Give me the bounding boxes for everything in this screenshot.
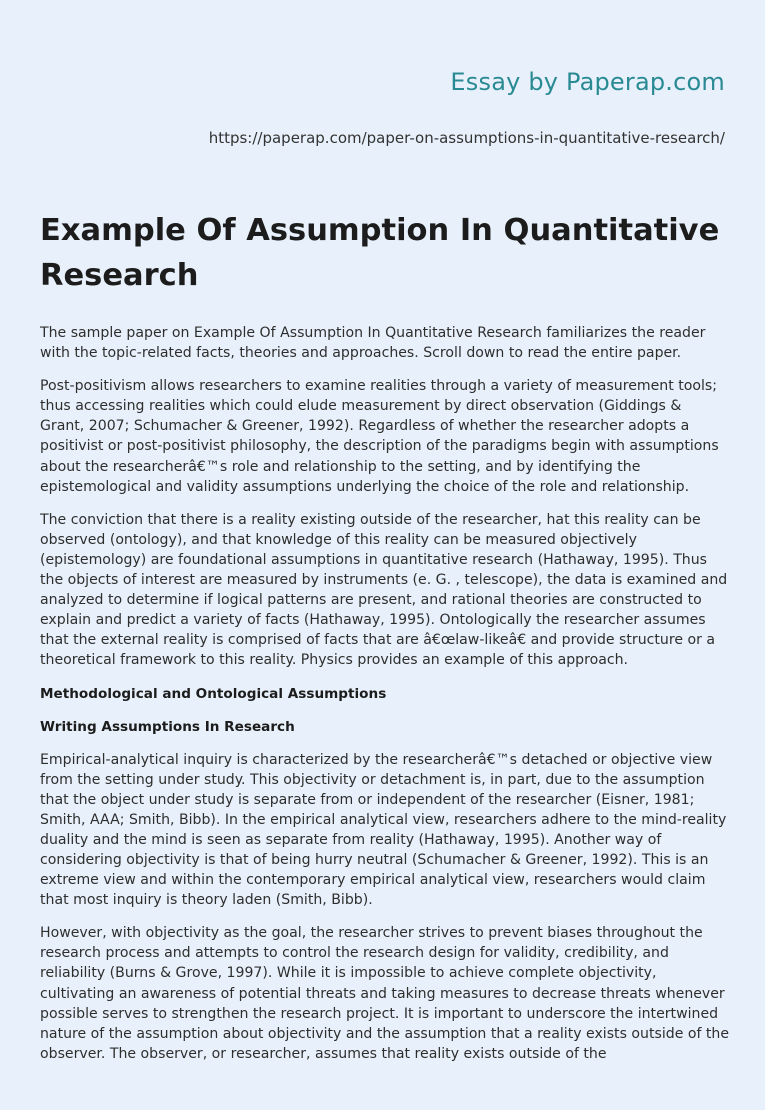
site-brand[interactable]: Essay by Paperap.com: [450, 68, 725, 96]
section-heading: Methodological and Ontological Assumptions: [40, 685, 387, 702]
essay-body: [40, 323, 730, 1077]
body-paragraph: The conviction that there is a reality existing outside of the researcher, hat this reality can be observed (ontology), and that knowledge of this reality can be measured objectively (epistemology) are foundational assumptions in quantitative research (Hathaway, 1995). Thus the objects of interest are measured by instruments (e. G. , telescope), the data is examined and analyzed to determine if logical patterns are present, and rational theories are constructed to explain and predict a variety of facts (Hathaway, 1995). Ontologically the researcher assumes that the external reality is comprised of facts that are â€œlaw-likeâ€ and provide structure or a theoretical framework to this reality. Physics provides an example of this approach.: [40, 511, 728, 669]
essay-title: Example Of Assumption In Quantitative Research: [40, 213, 720, 293]
body-paragraph: Empirical-analytical inquiry is characterized by the researcherâ€™s detached or objective view from the setting under study. This objectivity or detachment is, in part, due to the assumption that the object under study is separate from or independent of the researcher (Eisner, 1981; Smith, AAA; Smith, Bibb). In the empirical analytical view, researchers adhere to the mind-reality duality and the mind is seen as separate from reality (Hathaway, 1995). Another way of considering objectivity is that of being hurry neutral (Schumacher & Greener, 1992). This is an extreme view and within the contemporary empirical analytical view, researchers would claim that most inquiry is theory laden (Smith, Bibb).: [40, 751, 727, 909]
section-heading: Writing Assumptions In Research: [40, 718, 295, 735]
body-paragraph: Post-positivism allows researchers to examine realities through a variety of measurement tools; thus accessing realities which could elude measurement by direct observation (Giddings & Grant, 2007; Schumacher & Greener, 1992). Regardless of whether the researcher adopts a positivist or post-positivist philosophy, the description of the paradigms begin with assumptions about the researcherâ€™s role and relationship to the setting, and by identifying the epistemological and validity assumptions underlying the choice of the role and relationship.: [40, 378, 719, 495]
intro-paragraph: The sample paper on Example Of Assumption In Quantitative Research familiarizes the reader with the topic-related facts, theories and approaches. Scroll down to read the entire paper.: [40, 325, 706, 362]
source-url[interactable]: https://paperap.com/paper-on-assumptions-in-quantitative-research/: [208, 129, 725, 147]
body-paragraph: However, with objectivity as the goal, the researcher strives to prevent biases throughout the research process and attempts to control the research design for validity, credibility, and reliability (Burns & Grove, 1997). While it is impossible to achieve complete objectivity, cultivating an awareness of potential threats and taking measures to decrease threats whenever possible serves to strengthen the research project. It is important to underscore the intertwined nature of the assumption about objectivity and the assumption that a reality exists outside of the observer. The observer, or researcher, assumes that reality exists outside of the: [40, 925, 730, 1062]
